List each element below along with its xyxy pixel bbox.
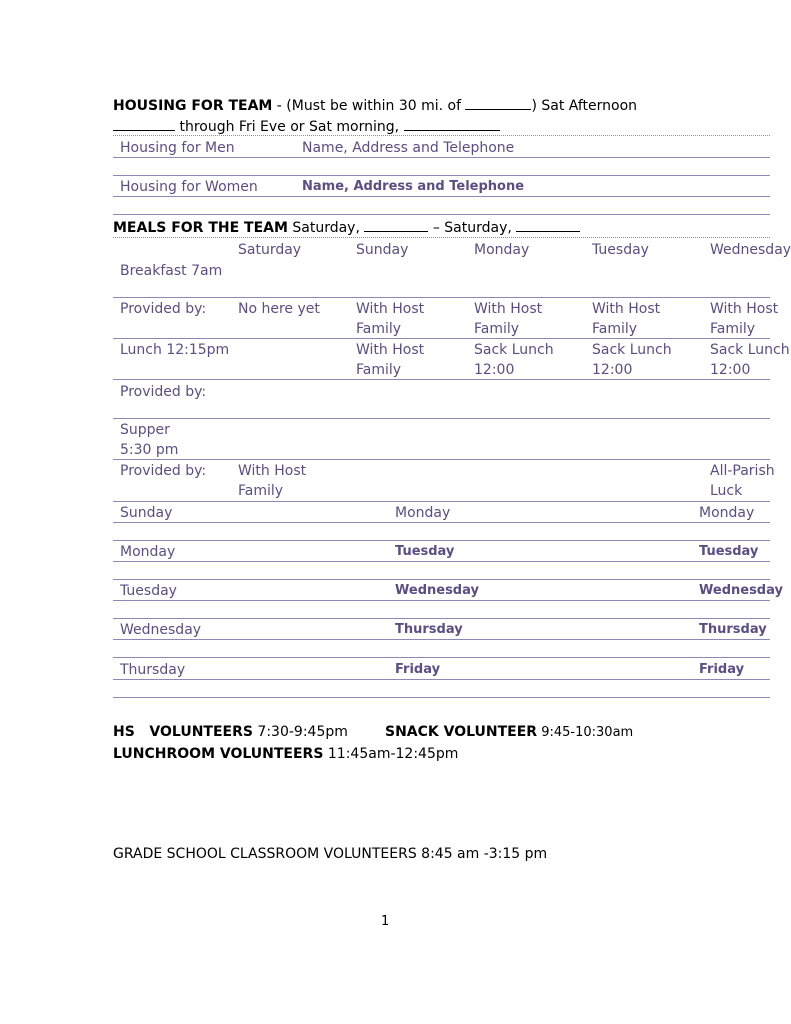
lunch-label: Lunch 12:15pm	[120, 342, 230, 358]
divider	[113, 697, 770, 698]
supper-provided-wednesday: All-Parish Luck	[710, 463, 775, 499]
hs-volunteers-time: 7:30-9:45pm	[252, 724, 348, 740]
divider	[113, 196, 770, 197]
divider	[113, 561, 770, 562]
schedule-row-3-next: Wednesday	[395, 583, 479, 598]
housing-heading-line1	[113, 97, 637, 114]
meals-heading	[113, 219, 580, 236]
schedule-row-2-day: Monday	[120, 544, 176, 560]
supper-label: Supper 5:30 pm	[120, 422, 179, 458]
housing-men-value: Name, Address and Telephone	[302, 140, 515, 156]
schedule-row-3-next2: Wednesday	[699, 583, 783, 598]
lunchroom-volunteers-line	[113, 746, 458, 762]
breakfast-label: Breakfast 7am	[120, 263, 223, 279]
divider	[113, 338, 770, 339]
divider	[113, 418, 770, 419]
schedule-row-1-day: Sunday	[120, 505, 173, 521]
lunch-sunday: With Host Family	[356, 342, 425, 378]
snack-volunteer-line	[385, 724, 633, 741]
hs-volunteers-label: HS VOLUNTEERS	[113, 724, 253, 740]
housing-line2-middle: through Fri Eve or Sat morning,	[175, 119, 404, 135]
divider	[113, 540, 770, 541]
divider	[113, 600, 770, 601]
day-header-sunday: Sunday	[356, 242, 409, 258]
distance-blank	[465, 97, 531, 110]
schedule-row-5-next: Friday	[395, 662, 441, 677]
gradeschool-volunteers-heading: GRADE SCHOOL CLASSROOM VOLUNTEERS 8:45 am -3:15 pm	[113, 846, 548, 862]
housing-title: HOUSING FOR TEAM	[113, 98, 273, 114]
meals-range-start: Saturday,	[287, 220, 365, 236]
divider	[113, 157, 770, 158]
divider	[113, 618, 770, 619]
housing-heading-line2	[113, 118, 500, 135]
day-header-tuesday: Tuesday	[592, 242, 649, 258]
breakfast-provided-monday: With Host Family	[474, 301, 543, 337]
schedule-row-3-day: Tuesday	[120, 583, 177, 599]
housing-women-label: Housing for Women	[120, 179, 258, 195]
divider	[113, 214, 770, 215]
divider	[113, 579, 770, 580]
lunch-wednesday: Sack Lunch 12:00	[710, 342, 790, 378]
schedule-row-4-next2: Thursday	[699, 622, 767, 637]
divider	[113, 297, 770, 298]
schedule-row-2-next: Tuesday	[395, 544, 455, 559]
divider	[113, 379, 770, 380]
schedule-row-4-day: Wednesday	[120, 622, 202, 638]
divider	[113, 175, 770, 176]
schedule-row-4-next: Thursday	[395, 622, 463, 637]
divider	[113, 459, 770, 460]
housing-condition-suffix: ) Sat Afternoon	[531, 98, 638, 114]
lunch-monday: Sack Lunch 12:00	[474, 342, 554, 378]
schedule-row-1-next: Monday	[395, 505, 451, 521]
schedule-row-5-day: Thursday	[120, 662, 186, 678]
breakfast-provided-tuesday: With Host Family	[592, 301, 661, 337]
meals-end-blank	[516, 219, 580, 232]
divider	[113, 657, 770, 658]
breakfast-provided-saturday: No here yet	[238, 301, 320, 317]
start-date-blank	[113, 118, 175, 131]
snack-volunteer-label: SNACK VOLUNTEER	[385, 724, 538, 740]
divider	[113, 639, 770, 640]
lunch-tuesday: Sack Lunch 12:00	[592, 342, 672, 378]
hs-volunteers-line	[113, 724, 348, 740]
end-date-blank	[404, 118, 500, 131]
page-number: 1	[381, 914, 390, 929]
schedule-row-1-next2: Monday	[699, 505, 755, 521]
meals-range-end: – Saturday,	[428, 220, 517, 236]
supper-provided-label: Provided by:	[120, 463, 207, 479]
housing-condition-prefix: - (Must be within 30 mi. of	[272, 98, 466, 114]
divider	[113, 679, 770, 680]
divider	[113, 501, 770, 502]
lunchroom-volunteers-label: LUNCHROOM VOLUNTEERS	[113, 746, 324, 762]
supper-provided-saturday: With Host Family	[238, 463, 307, 499]
meals-title: MEALS FOR THE TEAM	[113, 220, 288, 236]
day-header-saturday: Saturday	[238, 242, 302, 258]
divider	[113, 135, 770, 136]
breakfast-provided-sunday: With Host Family	[356, 301, 425, 337]
day-header-monday: Monday	[474, 242, 530, 258]
divider	[113, 237, 770, 238]
lunch-provided-label: Provided by:	[120, 384, 207, 400]
breakfast-provided-label: Provided by:	[120, 301, 207, 317]
housing-men-label: Housing for Men	[120, 140, 235, 156]
lunchroom-volunteers-time: 11:45am-12:45pm	[323, 746, 459, 762]
housing-women-value: Name, Address and Telephone	[302, 179, 525, 194]
meals-start-blank	[364, 219, 428, 232]
snack-volunteer-time: 9:45-10:30am	[537, 725, 634, 740]
day-header-wednesday: Wednesday	[710, 242, 791, 258]
breakfast-provided-wednesday: With Host Family	[710, 301, 779, 337]
divider	[113, 522, 770, 523]
schedule-row-2-next2: Tuesday	[699, 544, 759, 559]
schedule-row-5-next2: Friday	[699, 662, 745, 677]
